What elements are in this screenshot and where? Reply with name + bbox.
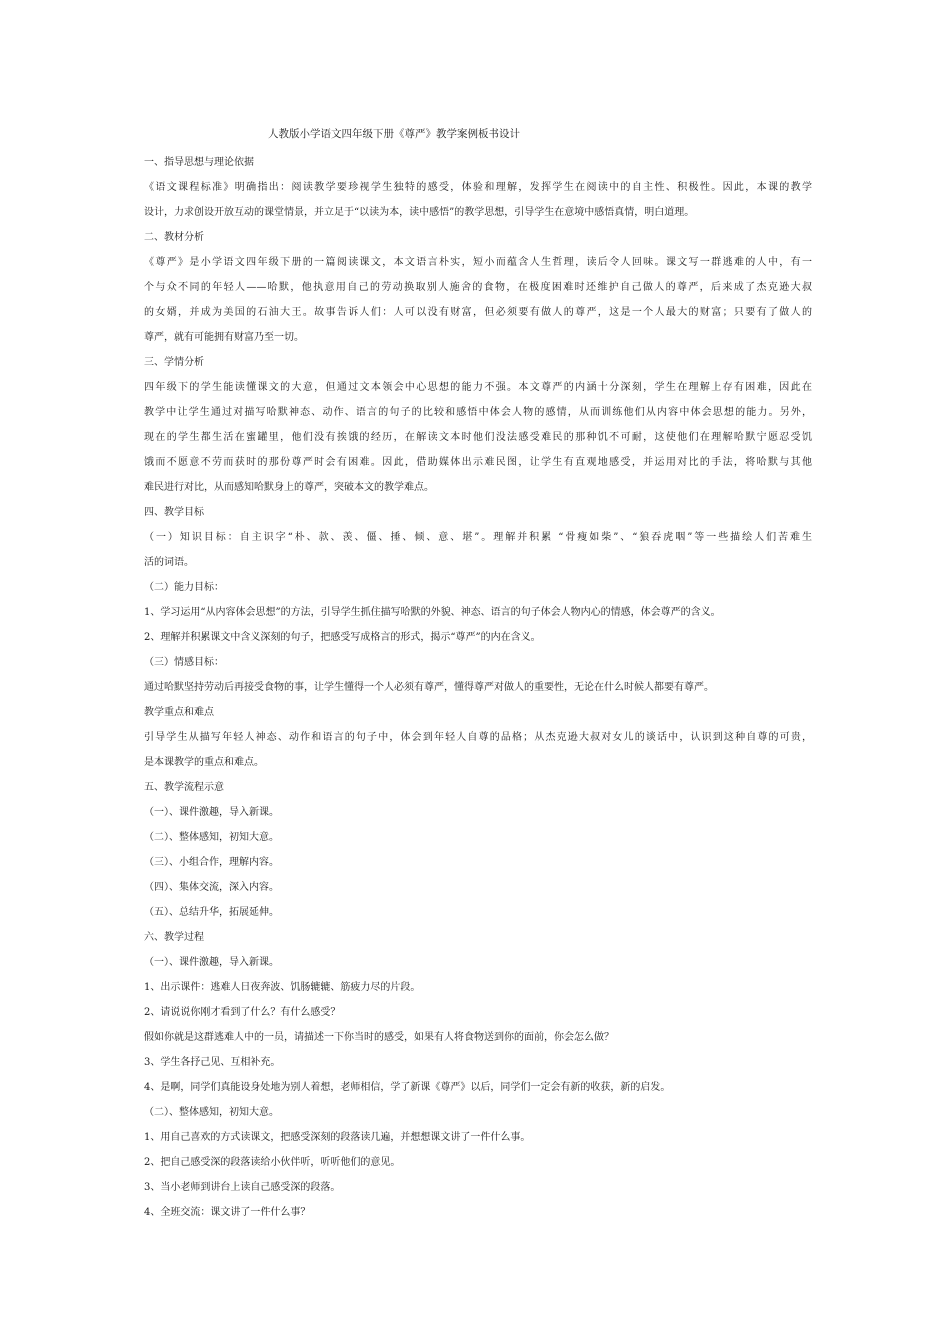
text-line: 三、学情分析: [144, 357, 204, 368]
text-line: 饿而不愿意不劳而获时的那份尊严时会有困难。因此，借助媒体出示难民图，让学生有直观地感受，并运用对比的手法，将哈默与其他: [144, 457, 812, 468]
text-line: 《尊严》是小学语文四年级下册的一篇阅读课文，本文语言朴实，短小而蕴含人生哲理，读后令人回味。课文写一群逃难的人中，有一: [144, 257, 812, 268]
text-line: 《语文课程标准》明确指出：阅读教学要珍视学生独特的感受，体验和理解，发挥学生在阅读中的自主性、积极性。因此，本课的教学: [144, 182, 812, 193]
text-line: 教学重点和难点: [144, 707, 214, 718]
text-line: 一、指导思想与理论依据: [144, 157, 254, 168]
text-line: 是本课教学的重点和难点。: [144, 757, 264, 768]
text-line: 教学中让学生通过对描写哈默神态、动作、语言的句子的比较和感悟中体会人物的感情，从而训练他们从内容中体会思想的能力。另外，: [144, 407, 812, 418]
text-line: 的女婿，并成为美国的石油大王。故事告诉人们：人可以没有财富，但必须要有做人的尊严，这是一个人最大的财富；只要有了做人的: [144, 307, 812, 318]
text-line: 2、请说说你刚才看到了什么？有什么感受？: [144, 1007, 341, 1018]
text-line: 四、教学目标: [144, 507, 204, 518]
document-title: 人教版小学语文四年级下册《尊严》教学案例板书设计: [268, 128, 520, 140]
text-line: （二）、整体感知，初知大意。: [144, 1107, 279, 1118]
text-line: （三）、小组合作，理解内容。: [144, 857, 279, 868]
text-line: 1、学习运用“从内容体会思想”的方法，引导学生抓住描写哈默的外貌、神态、语言的句子体会人物内心的情感，体会尊严的含义。: [144, 607, 721, 618]
text-line: 四年级下的学生能读懂课文的大意，但通过文本领会中心思想的能力不强。本文尊严的内涵十分深刻，学生在理解上存有困难，因此在: [144, 382, 812, 393]
text-line: 设计，力求创设开放互动的课堂情景，并立足于“以读为本，读中感悟”的教学思想，引导学生在意境中感悟真情，明白道理。: [144, 207, 695, 218]
text-line: 个与众不同的年轻人——哈默，他执意用自己的劳动换取别人施舍的食物，在极度困难时还维护自己做人的尊严，后来成了杰克逊大叔: [144, 282, 812, 293]
text-line: 五、教学流程示意: [144, 782, 224, 793]
text-line: （三）情感目标：: [144, 657, 224, 668]
text-line: 2、理解并积累课文中含义深刻的句子，把感受写成格言的形式，揭示“尊严”的内在含义。: [144, 632, 541, 643]
text-line: 假如你就是这群逃难人中的一员，请描述一下你当时的感受，如果有人将食物送到你的面前，你会怎么做？: [144, 1032, 614, 1043]
text-line: 尊严，就有可能拥有财富乃至一切。: [144, 332, 304, 343]
text-line: 现在的学生都生活在蜜罐里，他们没有挨饿的经历，在解读文本时他们没法感受难民的那种饥不可耐，这使他们在理解哈默宁愿忍受饥: [144, 432, 812, 443]
text-line: （二）能力目标：: [144, 582, 224, 593]
text-line: 引导学生从描写年轻人神态、动作和语言的句子中，体会到年轻人自尊的品格；从杰克逊大叔对女儿的谈话中，认识到这种自尊的可贵，: [144, 732, 812, 743]
text-line: 通过哈默坚持劳动后再接受食物的事，让学生懂得一个人必须有尊严，懂得尊严对做人的重要性，无论在什么时候人都要有尊严。: [144, 682, 714, 693]
text-line: 3、学生各抒己见、互相补充。: [144, 1057, 281, 1068]
text-line: 4、全班交流：课文讲了一件什么事？: [144, 1207, 311, 1218]
text-line: 2、把自己感受深的段落读给小伙伴听，听听他们的意见。: [144, 1157, 401, 1168]
text-line: 活的词语。: [144, 557, 194, 568]
text-line: 1、用自己喜欢的方式读课文，把感受深刻的段落读几遍，并想想课文讲了一件什么事。: [144, 1132, 531, 1143]
text-line: （五）、总结升华，拓展延伸。: [144, 907, 279, 918]
text-line: （一）知识目标：自主识字“朴、款、羡、僵、捶、倾、意、堪”。理解并积累 “骨瘦如柴”、“狼吞虎咽”等一些描绘人们苦难生: [144, 532, 812, 543]
text-line: 1、出示课件：逃难人日夜奔波、饥肠辘辘、筋疲力尽的片段。: [144, 982, 421, 993]
text-line: 难民进行对比，从而感知哈默身上的尊严，突破本文的教学难点。: [144, 482, 434, 493]
text-line: （四）、集体交流，深入内容。: [144, 882, 279, 893]
text-line: （一）、课件激趣，导入新课。: [144, 807, 279, 818]
document-body: [144, 150, 812, 1225]
text-line: （二）、整体感知，初知大意。: [144, 832, 279, 843]
text-line: 二、教材分析: [144, 232, 204, 243]
text-line: 3、当小老师到讲台上读自己感受深的段落。: [144, 1182, 341, 1193]
text-line: 4、是啊，同学们真能设身处地为别人着想，老师相信，学了新课《尊严》以后，同学们一定会有新的收获，新的启发。: [144, 1082, 671, 1093]
text-line: 六、教学过程: [144, 932, 204, 943]
text-line: （一）、课件激趣，导入新课。: [144, 957, 279, 968]
